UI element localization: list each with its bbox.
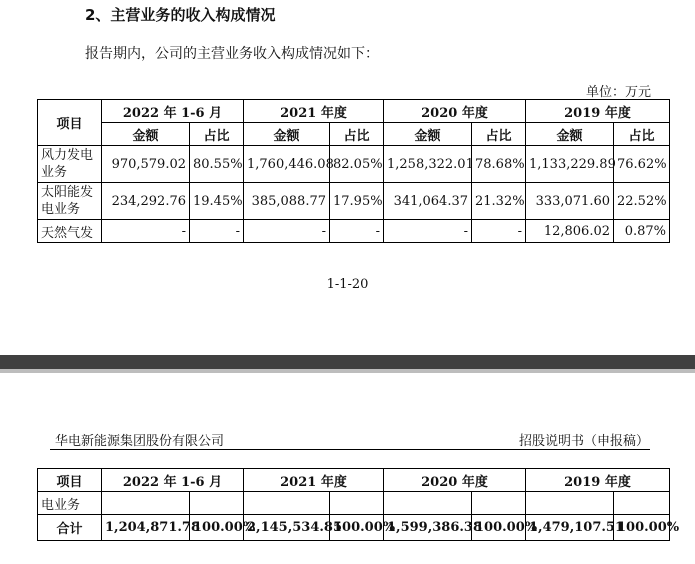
cell-value: - <box>384 220 472 243</box>
total-row <box>38 515 670 541</box>
cell-value: 341,064.37 <box>384 183 472 220</box>
cell-value: 970,579.02 <box>102 146 190 183</box>
header-ratio: 占比 <box>472 123 526 146</box>
cell-value: 234,292.76 <box>102 183 190 220</box>
header-period: 2021 年度 <box>244 469 384 492</box>
header-period: 2019 年度 <box>526 100 670 123</box>
header-ratio: 占比 <box>190 123 244 146</box>
cell-value: 1,133,229.89 <box>526 146 614 183</box>
header-amount: 金额 <box>384 123 472 146</box>
total-value: 100.00% <box>330 515 384 541</box>
cell-value: - <box>102 220 190 243</box>
header-amount: 金额 <box>526 123 614 146</box>
header-item: 项目 <box>38 469 102 492</box>
cell-value: 1,760,446.08 <box>244 146 330 183</box>
row-label-continued: 电业务 <box>38 492 102 515</box>
cell-value: 19.45% <box>190 183 244 220</box>
cell-value: 82.05% <box>330 146 384 183</box>
total-label: 合计 <box>38 515 102 541</box>
company-name: 华电新能源集团股份有限公司 <box>55 434 225 449</box>
total-value: 2,145,534.85 <box>244 515 330 541</box>
total-value: 100.00% <box>614 515 670 541</box>
header-period: 2021 年度 <box>244 100 384 123</box>
header-period: 2020 年度 <box>384 469 526 492</box>
cell-value: 21.32% <box>472 183 526 220</box>
cell-value: 12,806.02 <box>526 220 614 243</box>
header-amount: 金额 <box>102 123 190 146</box>
table-row <box>38 146 670 183</box>
total-value: 1,479,107.51 <box>526 515 614 541</box>
page-divider <box>0 355 695 369</box>
cell-value: 76.62% <box>614 146 670 183</box>
table-subheader-row <box>38 123 670 146</box>
cell-value: - <box>472 220 526 243</box>
total-value: 100.00% <box>472 515 526 541</box>
page-divider-shadow <box>0 369 695 373</box>
page-number: 1-1-20 <box>326 277 369 292</box>
header-item: 项目 <box>38 100 102 146</box>
cell-value: - <box>330 220 384 243</box>
table-row <box>38 183 670 220</box>
document-type: 招股说明书（申报稿） <box>518 434 649 449</box>
header-period: 2020 年度 <box>384 100 526 123</box>
cell-value: 78.68% <box>472 146 526 183</box>
cell-value: 80.55% <box>190 146 244 183</box>
table-header-row <box>38 100 670 123</box>
total-value: 1,599,386.38 <box>384 515 472 541</box>
row-label: 天然气发 <box>38 220 102 243</box>
row-label: 太阳能发电业务 <box>38 183 102 220</box>
cell-value: 22.52% <box>614 183 670 220</box>
cell-value: - <box>190 220 244 243</box>
cell-value: 17.95% <box>330 183 384 220</box>
cell-value: 385,088.77 <box>244 183 330 220</box>
revenue-table <box>37 99 670 243</box>
total-value: 1,204,871.78 <box>102 515 190 541</box>
intro-text: 报告期内，公司的主营业务收入构成情况如下： <box>85 46 379 62</box>
header-ratio: 占比 <box>614 123 670 146</box>
cell-value: 1,258,322.01 <box>384 146 472 183</box>
table-row <box>38 492 670 515</box>
table-header-row <box>38 469 670 492</box>
unit-label: 单位：万元 <box>585 85 651 100</box>
header-period: 2019 年度 <box>526 469 670 492</box>
header-amount: 金额 <box>244 123 330 146</box>
cell-value: 0.87% <box>614 220 670 243</box>
header-period: 2022 年 1-6 月 <box>102 100 244 123</box>
header-rule <box>50 449 650 450</box>
cell-value: - <box>244 220 330 243</box>
row-label: 风力发电业务 <box>38 146 102 183</box>
table-row <box>38 220 670 243</box>
revenue-table-continued <box>37 468 680 541</box>
header-ratio: 占比 <box>330 123 384 146</box>
header-period: 2022 年 1-6 月 <box>102 469 244 492</box>
total-value: 100.00% <box>190 515 244 541</box>
section-heading: 2、主营业务的收入构成情况 <box>85 6 276 24</box>
cell-value: 333,071.60 <box>526 183 614 220</box>
